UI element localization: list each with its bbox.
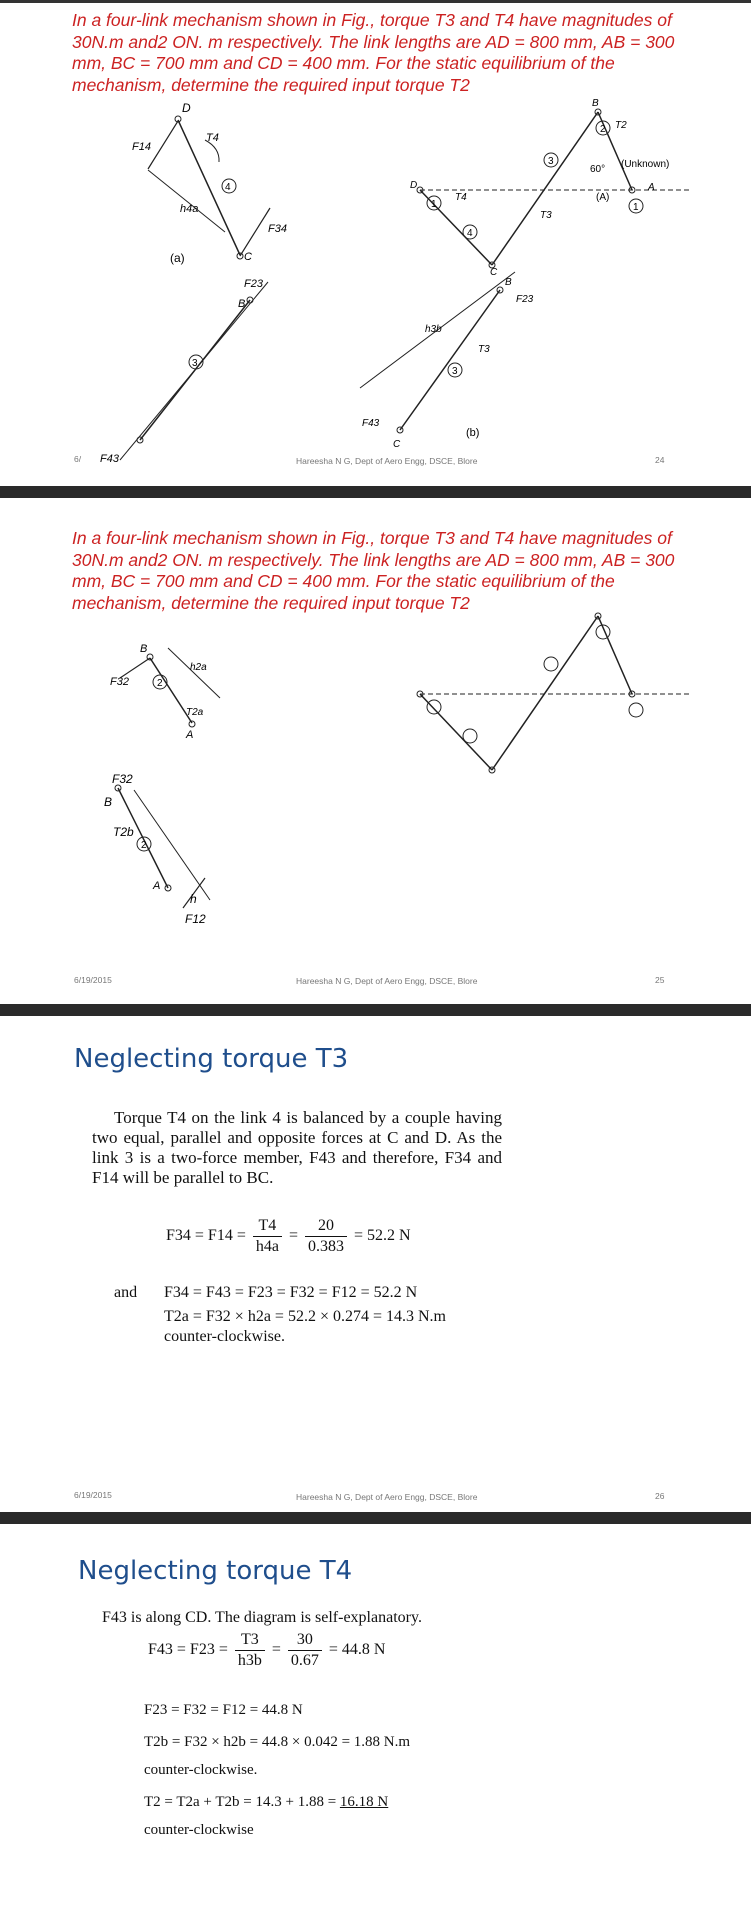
slide-3 bbox=[0, 1016, 751, 1512]
b-label-T3: T3 bbox=[478, 344, 490, 355]
mech-label-unknown: (Unknown) bbox=[621, 159, 670, 170]
label-C: C bbox=[244, 251, 252, 263]
footer-left: 6/19/2015 bbox=[74, 975, 112, 985]
eq1-lhs: F43 = F23 = bbox=[148, 1641, 228, 1659]
b-label-F23: F23 bbox=[516, 294, 534, 305]
label-h2a: h2a bbox=[190, 662, 207, 673]
mech-label-B: B bbox=[592, 98, 599, 109]
eq1-d1: h3b bbox=[237, 1652, 262, 1669]
eq1-n1: T4 bbox=[253, 1216, 282, 1237]
eq1-n1: T3 bbox=[235, 1630, 265, 1651]
mech-label-60: 60° bbox=[590, 164, 606, 175]
equation-1: F43 = F23 = $\frac{T3}{h3b}$ = $\frac{30}{0.67}$ = 44.8 N bbox=[148, 1631, 386, 1669]
slide-title: Neglecting torque T3 bbox=[74, 1044, 349, 1074]
figure-mechanism bbox=[0, 0, 751, 470]
slide-1 bbox=[0, 0, 751, 486]
mech-label-T3: T3 bbox=[540, 210, 552, 221]
figure-mechanism-2 bbox=[0, 498, 751, 1004]
label-Bb: B bbox=[104, 795, 113, 809]
intro: F43 is along CD. The diagram is self-explanatory. bbox=[102, 1609, 422, 1626]
b-label-3: 3 bbox=[452, 366, 458, 377]
label-F32b: F32 bbox=[112, 772, 133, 786]
footer-right: 25 bbox=[655, 975, 665, 985]
label-A: A bbox=[186, 729, 194, 741]
label-h: h bbox=[190, 892, 197, 906]
slide-separator bbox=[0, 486, 751, 498]
mech-label-C: C bbox=[490, 267, 498, 278]
label-link2b: 2 bbox=[141, 840, 147, 851]
mech-label-T2: T2 bbox=[615, 120, 627, 131]
label-F34: F34 bbox=[268, 223, 287, 235]
mech-label-A: A bbox=[648, 182, 655, 193]
label-T4: T4 bbox=[206, 132, 219, 144]
eq1-d1: h4a bbox=[255, 1238, 279, 1255]
label-F43: F43 bbox=[100, 453, 119, 465]
b-label-B: B bbox=[505, 277, 512, 288]
b-label-C: C bbox=[393, 439, 401, 450]
b-label-h3b: h3b bbox=[425, 324, 442, 335]
equation-1: F34 = F14 = $\frac{T4}{h4a}$ = $\frac{20}{0.383}$ = 52.2 N bbox=[166, 1217, 411, 1255]
fraction-2 bbox=[288, 1630, 322, 1671]
equation-4 bbox=[144, 1794, 388, 1811]
footer-right: 24 bbox=[655, 455, 665, 465]
equation-3: T2a = F32 × h2a = 52.2 × 0.274 = 14.3 N.m bbox=[164, 1308, 446, 1325]
equation-4-direction: counter-clockwise bbox=[144, 1822, 254, 1838]
label-link3: 3 bbox=[192, 358, 198, 369]
equation-3: T2b = F32 × h2b = 44.8 × 0.042 = 1.88 N.m bbox=[144, 1734, 411, 1750]
fraction-1 bbox=[253, 1216, 282, 1257]
label-B: B bbox=[140, 643, 148, 655]
footer-right: 26 bbox=[655, 1491, 665, 1501]
mech-label-3: 3 bbox=[548, 156, 554, 167]
eq1-d2: 0.383 bbox=[307, 1238, 344, 1255]
mech-label-T4: T4 bbox=[455, 192, 467, 203]
b-label-F43: F43 bbox=[362, 418, 380, 429]
slide-2 bbox=[0, 498, 751, 1004]
eq1-lhs: F34 = F14 = bbox=[166, 1227, 246, 1245]
equation-3-direction: counter-clockwise. bbox=[164, 1328, 285, 1345]
label-T2a: T2a bbox=[186, 707, 204, 718]
label-F14: F14 bbox=[132, 141, 151, 153]
label-T2b: T2b bbox=[113, 825, 134, 839]
question-text: In a four-link mechanism shown in Fig., torque T3 and T4 have magnitudes of 30N.m and2 ON. m respectively. The link lengths are AD = 800 mm, AB = 300 mm, BC = 700 mm and CD = 400 mm. For the static equilibrium of the mechanism, determine the required input torque T2 bbox=[72, 10, 675, 95]
footer-center: Hareesha N G, Dept of Aero Engg, DSCE, Blore bbox=[296, 456, 478, 466]
mech-label-4: 4 bbox=[467, 228, 473, 239]
label-F12: F12 bbox=[185, 912, 206, 926]
fraction-1 bbox=[235, 1630, 265, 1671]
label-F23: F23 bbox=[244, 278, 263, 290]
label-link2: 2 bbox=[157, 678, 163, 689]
label-D: D bbox=[182, 101, 191, 115]
label-B: B bbox=[238, 298, 246, 310]
and-word: and bbox=[114, 1284, 138, 1301]
slide-separator bbox=[0, 1512, 751, 1524]
label-F32: F32 bbox=[110, 676, 129, 688]
eq4-pre: T2 = T2a + T2b = 14.3 + 1.88 = bbox=[144, 1794, 337, 1810]
eq1-n2: 30 bbox=[288, 1630, 322, 1651]
slide-separator bbox=[0, 1004, 751, 1016]
mech-label-1a: 1 bbox=[633, 202, 639, 213]
footer-center: Hareesha N G, Dept of Aero Engg, DSCE, Blore bbox=[296, 1492, 478, 1502]
fraction-2 bbox=[305, 1216, 347, 1257]
b-label-cap: (b) bbox=[466, 427, 480, 439]
label-Ab: A bbox=[153, 880, 161, 892]
paragraph: Torque T4 on the link 4 is balanced by a couple having two equal, parallel and opposite forces at C and D. As the link 3 is a two-force member, F43 and therefore, F34 and F14 will be parallel to BC. bbox=[92, 1108, 502, 1187]
equation-2: F23 = F32 = F12 = 44.8 N bbox=[144, 1702, 303, 1718]
eq1-result: = 44.8 N bbox=[328, 1641, 386, 1659]
label-link4: 4 bbox=[225, 182, 231, 193]
mech-label-Acap: (A) bbox=[596, 192, 610, 203]
label-h4a: h4a bbox=[180, 203, 199, 215]
question-text: In a four-link mechanism shown in Fig., torque T3 and T4 have magnitudes of 30N.m and2 ON. m respectively. The link lengths are AD = 800 mm, AB = 300 mm, BC = 700 mm and CD = 400 mm. For the static equilibrium of the mechanism, determine the required input torque T2 bbox=[72, 528, 675, 613]
eq4-result: 16.18 N bbox=[339, 1794, 389, 1810]
footer-left: 6/19/2015 bbox=[74, 1490, 112, 1500]
footer-left: 6/ bbox=[74, 454, 82, 464]
eq1-d2: 0.67 bbox=[290, 1652, 319, 1669]
eq1-result: = 52.2 N bbox=[353, 1227, 411, 1245]
slide-4 bbox=[0, 1524, 751, 1920]
equation-3-direction: counter-clockwise. bbox=[144, 1762, 258, 1778]
mech-label-2: 2 bbox=[600, 124, 606, 135]
footer-center: Hareesha N G, Dept of Aero Engg, DSCE, Blore bbox=[296, 976, 478, 986]
equation-2: F34 = F43 = F23 = F32 = F12 = 52.2 N bbox=[164, 1284, 418, 1301]
slide-title: Neglecting torque T4 bbox=[78, 1556, 353, 1586]
mech-label-1b: 1 bbox=[431, 199, 437, 210]
mech-label-D: D bbox=[410, 180, 418, 191]
eq1-n2: 20 bbox=[305, 1216, 347, 1237]
label-a: (a) bbox=[170, 251, 185, 265]
